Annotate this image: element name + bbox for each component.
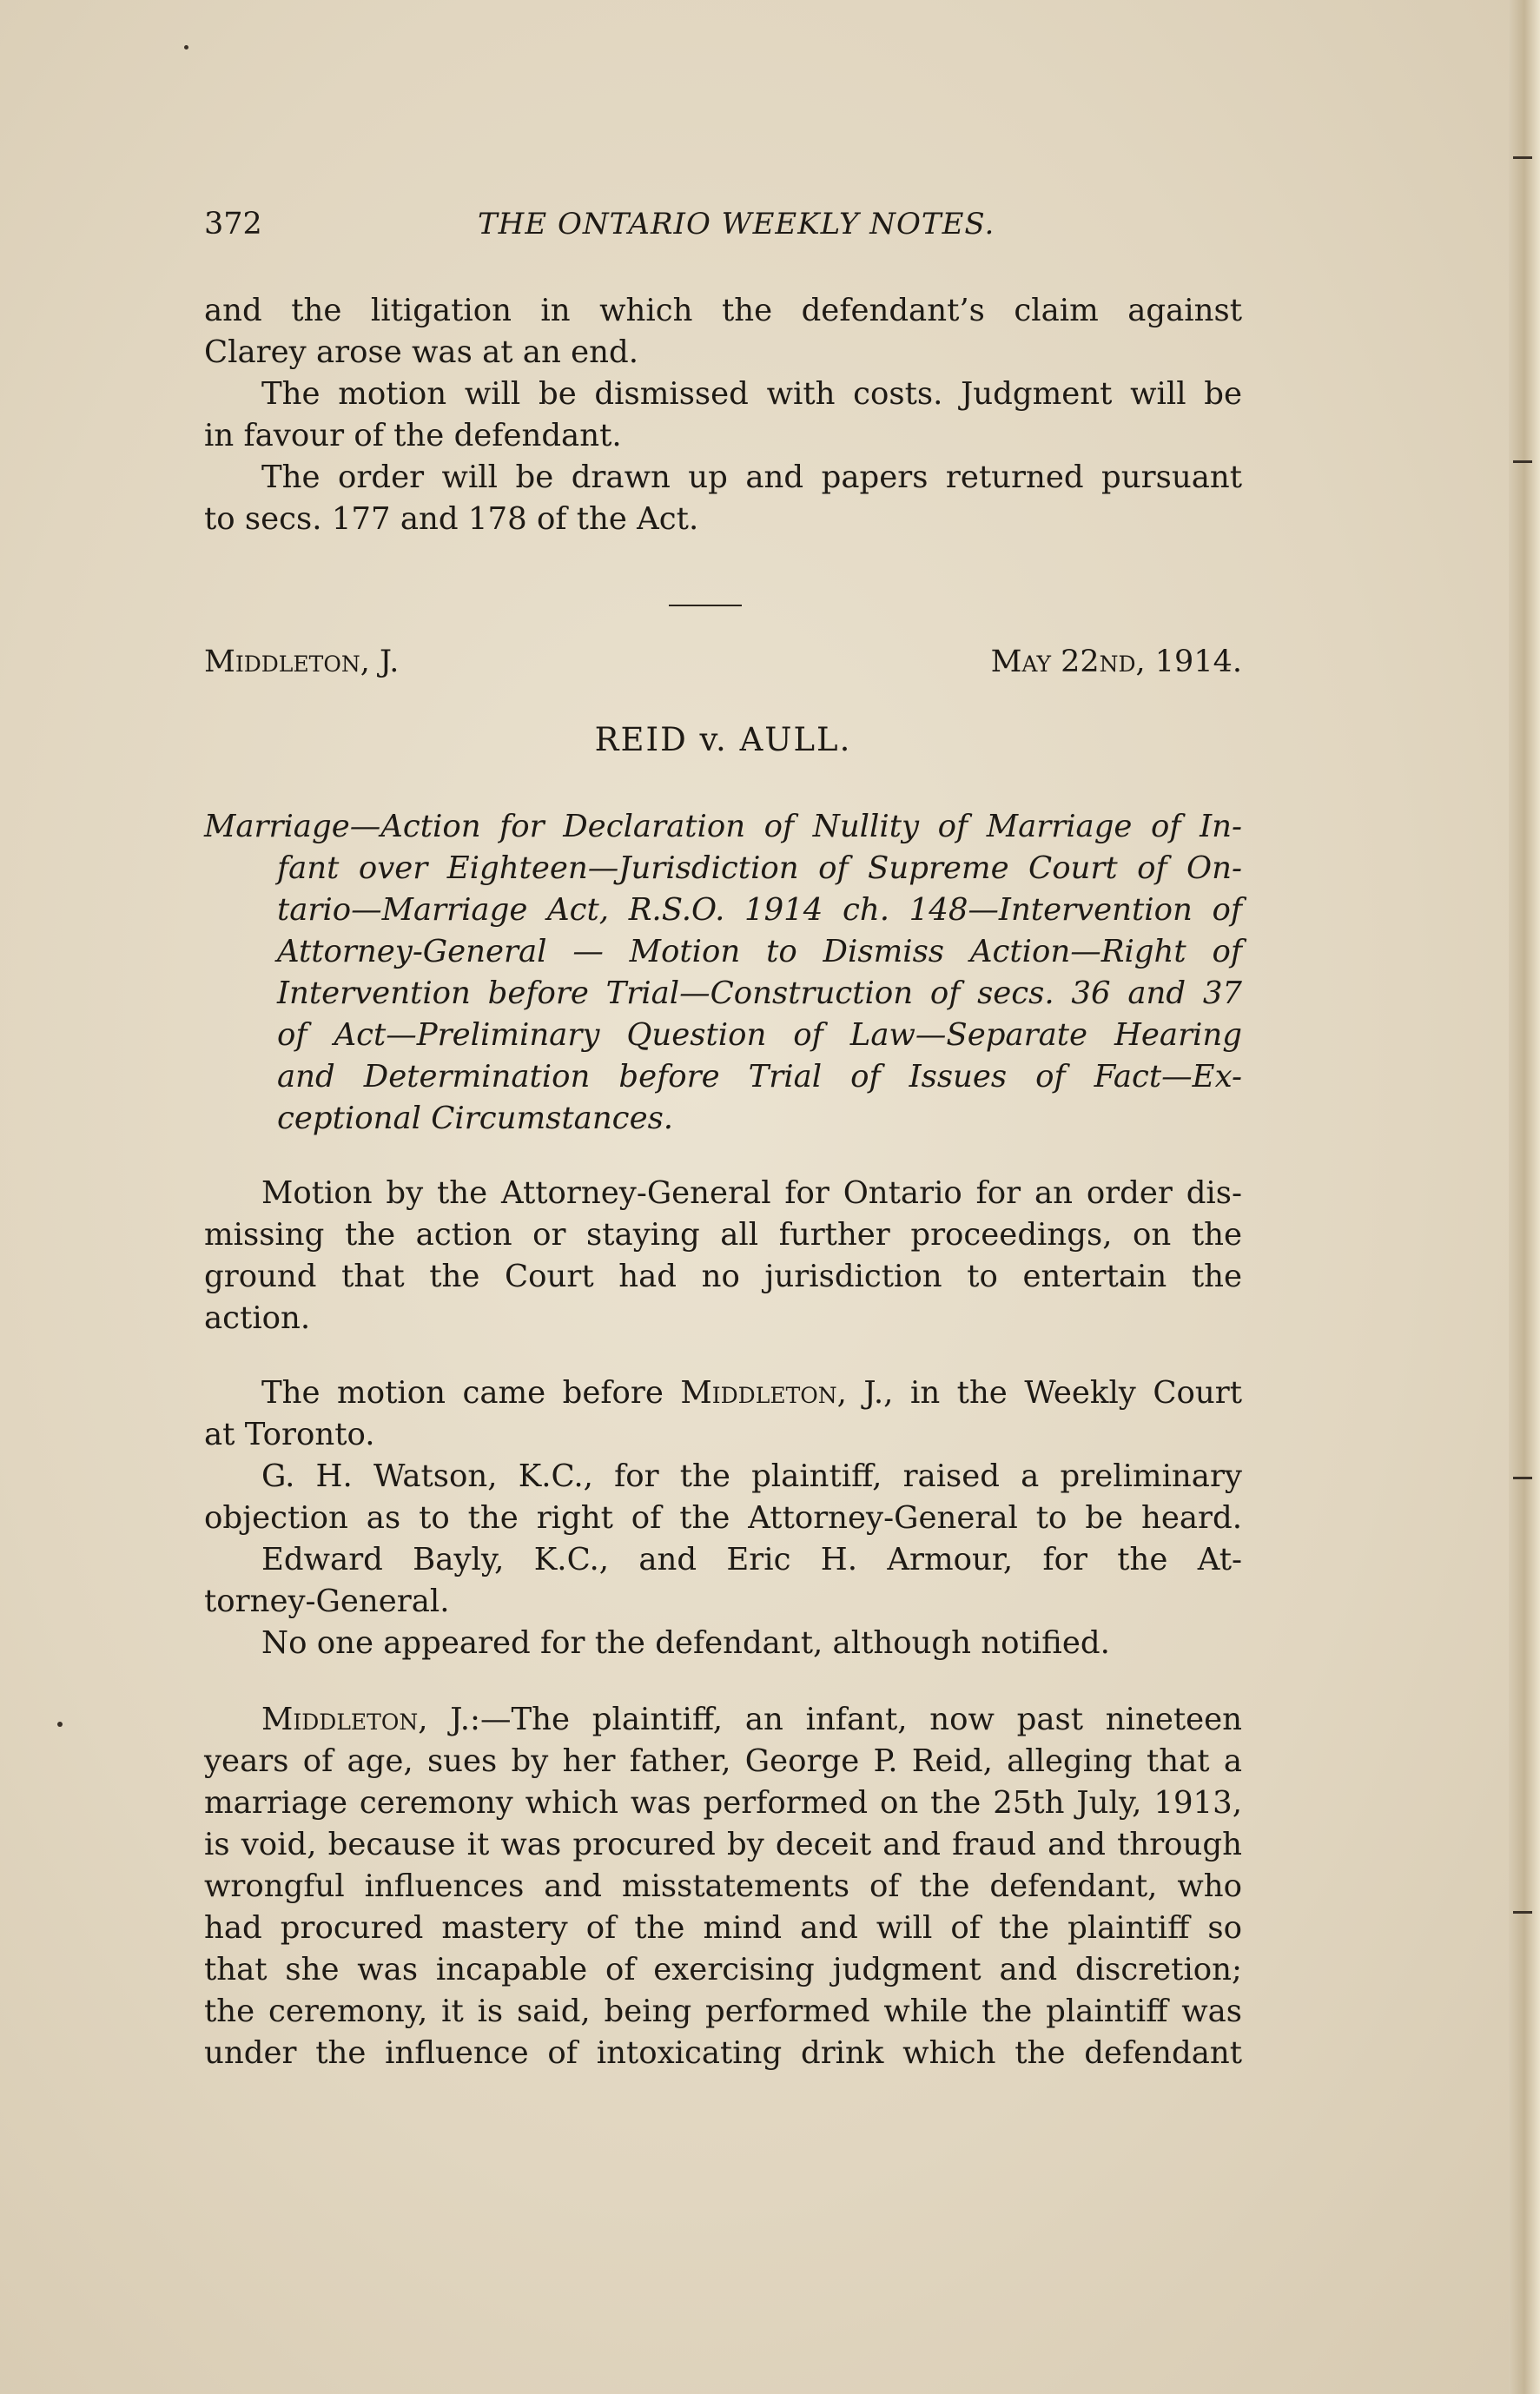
running-head [204,207,1242,250]
section-rule [669,605,742,606]
text-line: in favour of the defendant. [204,418,622,453]
headnote-line: Marriage—Action for Declaration of Nullity of Marriage of In- [204,809,1242,844]
hearing-line: objection as to the right of the Attorney-General to be heard. [204,1500,1242,1536]
judgment-line: years of age, sues by her father, George P. Reid, alleging that a [204,1743,1242,1779]
judgment-line: wrongful influences and misstatements of the defendant, who [204,1868,1242,1904]
headnote-line: Intervention before Trial—Construction of secs. 36 and 37 [277,975,1242,1011]
page-binding-edge [1509,0,1540,2394]
headnote-line: and Determination before Trial of Issues of Fact—Ex- [277,1059,1242,1094]
headnote-line: tario—Marriage Act, R.S.O. 1914 ch. 148—Intervention of [277,892,1242,928]
judgment-text: :—The plaintiff, an infant, now past nineteen [470,1702,1242,1737]
judgment-line: marriage ceremony which was performed on the 25th July, 1913, [204,1785,1242,1821]
motion-line: Motion by the Attorney-General for Ontario for an order dis- [261,1175,1242,1211]
judge-date-line [204,645,1242,686]
hearing-judge: Middleton [680,1375,837,1411]
page-number: 372 [204,207,262,241]
judgment-line: had procured mastery of the mind and will of the plaintiff so [204,1910,1242,1946]
judgment-line [204,1699,1242,1741]
judge-name: Middleton, J. [204,645,400,679]
text-line: to secs. 177 and 178 of the Act. [204,501,699,537]
headnote-line: fant over Eighteen—Jurisdiction of Supreme Court of On- [277,850,1242,886]
hearing-line: at Toronto. [204,1417,375,1452]
headnote-line: ceptional Circumstances. [277,1101,674,1136]
decision-date: May 22nd, 1914. [990,645,1242,679]
judgment-line: is void, because it was procured by deceit and fraud and through [204,1827,1242,1862]
edge-mark [1513,156,1532,159]
text-line: The order will be drawn up and papers returned pursuant [261,460,1242,495]
hearing-line: G. H. Watson, K.C., for the plaintiff, raised a preliminary [261,1458,1242,1494]
hearing-line [204,1372,1242,1414]
scan-speck [184,45,188,50]
judgment-line: the ceremony, it is said, being performed while the plaintiff was [204,1994,1242,2029]
motion-line: missing the action or staying all further proceedings, on the [204,1217,1242,1253]
edge-mark [1513,1911,1532,1914]
hearing-line: torney-General. [204,1584,450,1619]
headnote-line: Attorney-General — Motion to Dismiss Action—Right of [277,934,1242,969]
edge-mark [1513,460,1532,463]
judgment-line: that she was incapable of exercising judgment and discretion; [204,1952,1242,1987]
case-title: REID v. AULL. [594,721,852,758]
scan-speck [57,1722,63,1727]
headnote-line: of Act—Preliminary Question of Law—Separate Hearing [277,1017,1242,1053]
text-line: and the litigation in which the defendant’s claim against [204,293,1242,328]
hearing-line: Edward Bayly, K.C., and Eric H. Armour, for the At- [261,1542,1242,1577]
hearing-text: , J., in the Weekly Court [836,1375,1242,1411]
judgment-line: under the influence of intoxicating drink which the defendant [204,2035,1242,2071]
edge-mark [1513,1477,1532,1479]
hearing-text: The motion came before [261,1375,681,1411]
journal-title: THE ONTARIO WEEKLY NOTES. [478,207,995,241]
judgment-speaker: Middleton, J. [261,1702,470,1737]
hearing-line: No one appeared for the defendant, although notified. [261,1625,1110,1661]
text-line: The motion will be dismissed with costs. Judgment will be [261,376,1242,412]
motion-line: action. [204,1300,311,1336]
text-line: Clarey arose was at an end. [204,334,638,370]
motion-line: ground that the Court had no jurisdiction to entertain the [204,1259,1242,1294]
